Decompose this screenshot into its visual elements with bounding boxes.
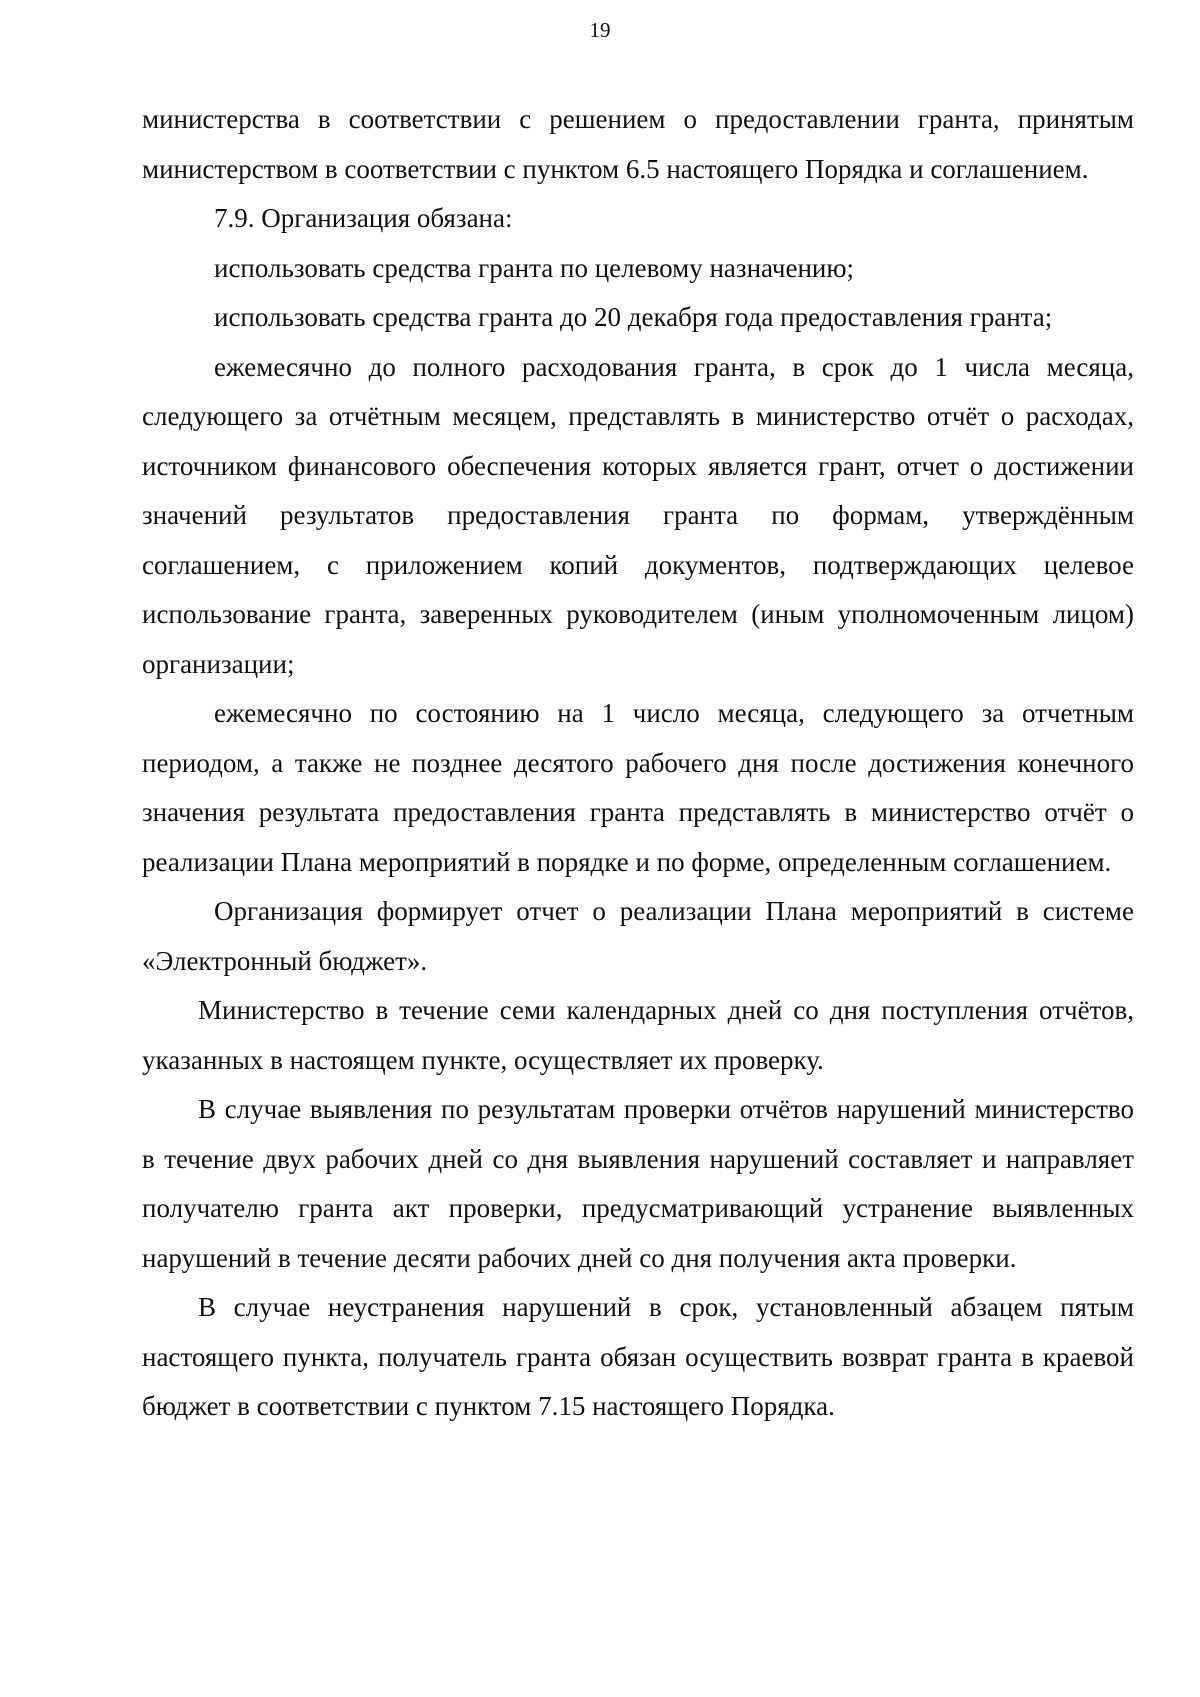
paragraph-clause-heading: 7.9. Организация обязана:: [214, 203, 513, 233]
paragraph-continuation: министерства в соответствии с решением о предоставлении гранта, принятым министерством в соответствии с пунктом 6.5 настоящего Порядка и соглашением.: [142, 104, 1134, 184]
paragraph-violations: В случае выявления по результатам проверки отчётов нарушений министерство в течение двух рабочих дней со дня выявления нарушений составляет и направляет получателю гранта акт проверки, предусматривающий устранение выявленных нарушений в течение десяти рабочих дней со дня получения акта проверки.: [142, 1094, 1134, 1273]
paragraph-grant-return: В случае неустранения нарушений в срок, установленный абзацем пятым настоящего пункта, получатель гранта обязан осуществить возврат гранта в краевой бюджет в соответствии с пунктом 7.15 настоящего Порядка.: [142, 1292, 1134, 1421]
page-number: 19: [589, 18, 611, 42]
paragraph-ministry-check: Министерство в течение семи календарных дней со дня поступления отчётов, указанных в настоящем пункте, осуществляет их проверку.: [142, 995, 1134, 1075]
paragraph-electronic-budget: Организация формирует отчет о реализации Плана мероприятий в системе «Электронный бюджет».: [142, 896, 1134, 976]
paragraph-obligation-3: ежемесячно до полного расходования гранта, в срок до 1 числа месяца, следующего за отчётным месяцем, представлять в министерство отчёт о расходах, источником финансового обеспечения которых является грант, отчет о достижении значений результатов предоставления гранта по формам, утверждённым соглашением, с приложением копий документов, подтверждающих целевое использование гранта, заверенных руководителем (иным уполномоченным лицом) организации;: [142, 351, 1134, 679]
document-body: [142, 95, 1134, 1432]
paragraph-obligation-4: ежемесячно по состоянию на 1 число месяца, следующего за отчетным периодом, а также не позднее десятого рабочего дня после достижения конечного значения результата предоставления гранта представлять в министерство отчёт о реализации Плана мероприятий в порядке и по форме, определенным соглашением.: [142, 698, 1134, 877]
paragraph-obligation-2: использовать средства гранта до 20 декабря года предоставления гранта;: [214, 302, 1053, 332]
paragraph-obligation-1: использовать средства гранта по целевому назначению;: [214, 252, 855, 283]
